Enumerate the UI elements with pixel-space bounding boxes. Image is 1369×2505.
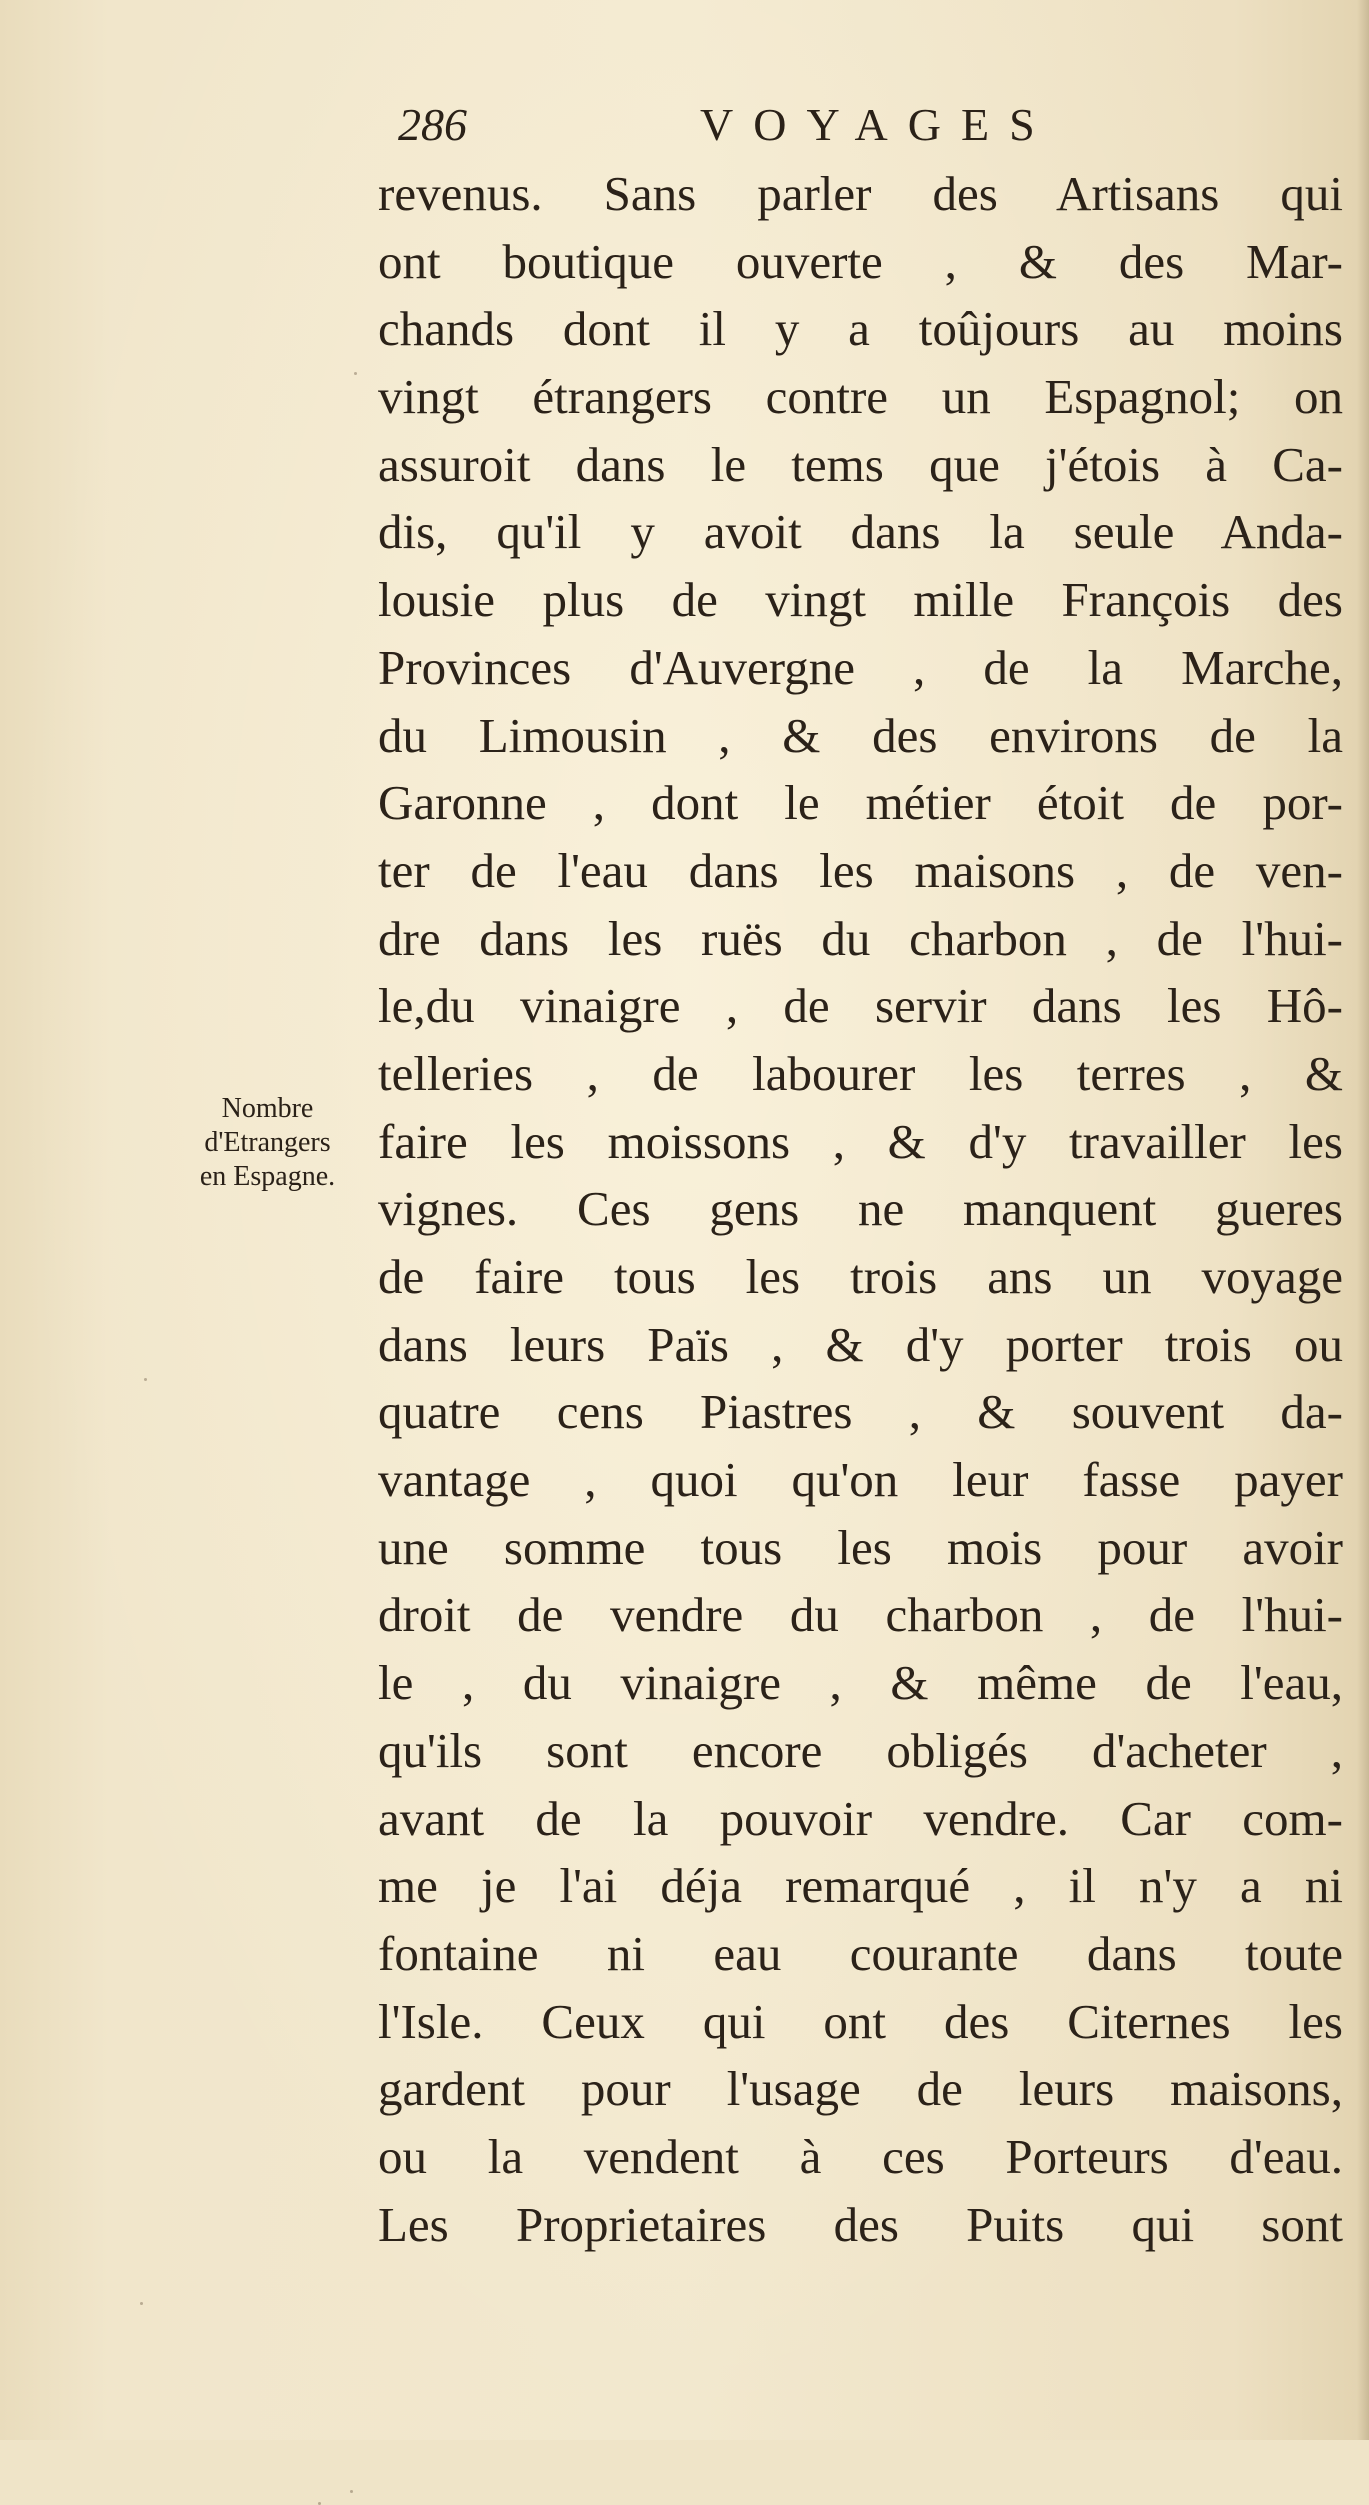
paper-speck — [354, 372, 357, 375]
text-line: de faire tous les trois ans un voyage — [378, 1249, 1343, 1304]
text-line: avant de la pouvoir vendre. Car com- — [378, 1790, 1343, 1846]
text-line: dans leurs Païs , & d'y porter trois ou — [378, 1316, 1343, 1372]
page-edge-shadow — [1357, 0, 1369, 2440]
text-line: droit de vendre du charbon , de l'hui- — [378, 1587, 1343, 1643]
text-line: chands dont il y a toûjours au moins — [378, 301, 1343, 357]
text-line: revenus. Sans parler des Artisans qui — [378, 166, 1343, 221]
text-line: du Limousin , & des environs de la — [378, 707, 1343, 763]
text-line: l'Isle. Ceux qui ont des Citernes les — [378, 1993, 1343, 2049]
text-line: vingt étrangers contre un Espagnol; on — [378, 369, 1343, 425]
text-line: telleries , de labourer les terres , & — [378, 1045, 1343, 1101]
text-line: Les Proprietaires des Puits qui sont — [378, 2196, 1343, 2252]
page-number: 286 — [398, 99, 467, 150]
marginal-note-line: d'Etrangers — [204, 1127, 331, 1158]
text-line: lousie plus de vingt mille François des — [378, 572, 1343, 628]
text-line: vantage , quoi qu'on leur fasse payer — [378, 1452, 1343, 1508]
text-line: qu'ils sont encore obligés d'acheter , — [378, 1722, 1343, 1778]
text-line: ou la vendent à ces Porteurs d'eau. — [378, 2128, 1343, 2184]
paper-speck — [350, 2490, 353, 2493]
text-line: une somme tous les mois pour avoir — [378, 1519, 1343, 1575]
text-line: vignes. Ces gens ne manquent gueres — [378, 1181, 1343, 1237]
running-head — [390, 98, 1310, 158]
text-line: dis, qu'il y avoit dans la seule Anda- — [378, 504, 1343, 560]
marginal-note-line: Nombre — [221, 1093, 314, 1124]
text-line: Garonne , dont le métier étoit de por- — [378, 775, 1343, 831]
running-title: VOYAGES — [700, 99, 1055, 150]
text-line: me je l'ai déja remarqué , il n'y a ni — [378, 1858, 1343, 1914]
text-line: faire les moissons , & d'y travailler les — [378, 1113, 1343, 1169]
text-line: Provinces d'Auvergne , de la Marche, — [378, 639, 1343, 695]
text-line: gardent pour l'usage de leurs maisons, — [378, 2061, 1343, 2117]
text-line: le,du vinaigre , de servir dans les Hô- — [378, 978, 1343, 1034]
marginal-note — [160, 1092, 375, 1194]
paper-speck — [140, 2302, 143, 2305]
paper-speck — [144, 1378, 147, 1381]
text-line: quatre cens Piastres , & souvent da- — [378, 1384, 1343, 1440]
text-line: fontaine ni eau courante dans toute — [378, 1925, 1343, 1981]
text-line: assuroit dans le tems que j'étois à Ca- — [378, 436, 1343, 492]
text-line: dre dans les ruës du charbon , de l'hui- — [378, 910, 1343, 966]
body-text — [378, 160, 1343, 2258]
text-line: ont boutique ouverte , & des Mar- — [378, 233, 1343, 289]
marginal-note-line: en Espagne. — [199, 1161, 336, 1192]
text-line: ter de l'eau dans les maisons , de ven- — [378, 842, 1343, 898]
text-line: le , du vinaigre , & même de l'eau, — [378, 1655, 1343, 1711]
